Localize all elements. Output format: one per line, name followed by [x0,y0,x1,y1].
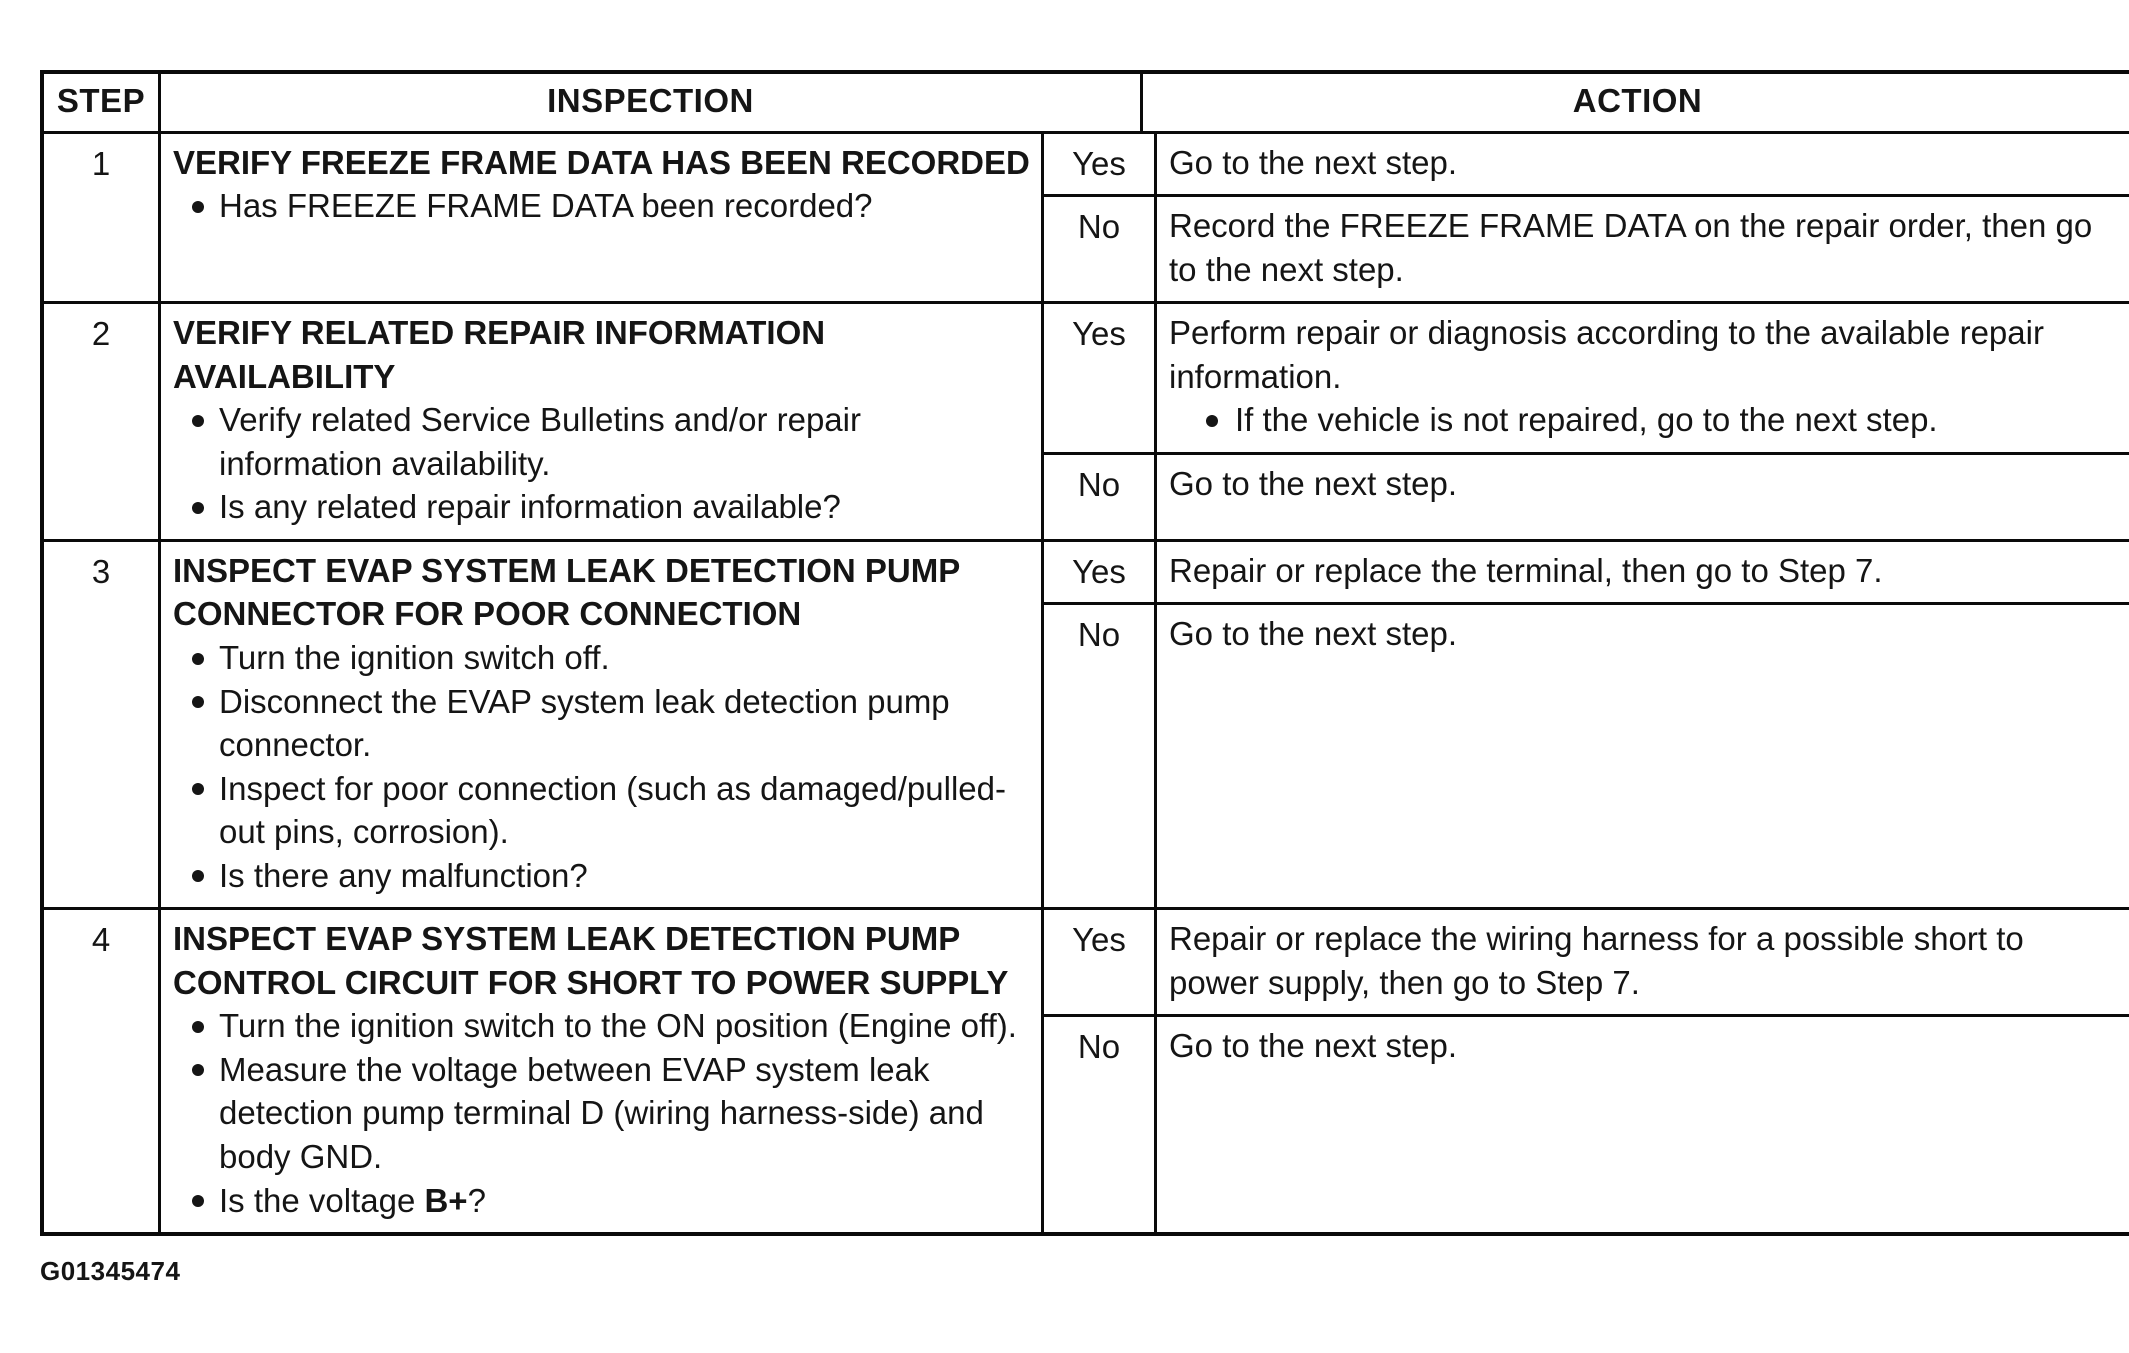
result-row [1044,194,2129,301]
action-cell [1157,455,2129,539]
answer-cell: No [1044,1017,1157,1232]
results-group [1044,304,2129,539]
action-text: Go to the next step. [1169,1027,1458,1065]
table-body [44,134,2129,1233]
results-group [1044,134,2129,302]
action-cell [1157,304,2129,452]
action-text: Repair or replace the wiring harness for a possible short to power supply, then go to Step 7. [1169,920,2024,1001]
inspection-bullet: Turn the ignition switch off. [173,636,1031,680]
step-number: 1 [44,134,161,302]
inspection-title: INSPECT EVAP SYSTEM LEAK DETECTION PUMP CONTROL CIRCUIT FOR SHORT TO POWER SUPPLY [173,920,1009,1001]
result-row [1044,452,2129,539]
action-text: Record the FREEZE FRAME DATA on the repair order, then go to the next step. [1169,207,2093,288]
step-number: 4 [44,910,161,1232]
inspection-cell [161,134,1044,302]
table-header-row [44,74,2129,134]
inspection-bullet-list [173,398,1031,529]
result-row [1044,1014,2129,1232]
table-row [44,910,2129,1232]
inspection-title: VERIFY RELATED REPAIR INFORMATION AVAILABILITY [173,314,826,395]
action-text: Perform repair or diagnosis according to the available repair information. [1169,314,2044,395]
results-group [1044,542,2129,907]
inspection-cell [161,910,1044,1232]
action-cell [1157,542,2129,603]
inspection-bullet-list [173,184,1031,228]
action-cell [1157,605,2129,907]
inspection-bullet: Measure the voltage between EVAP system leak detection pump terminal D (wiring harness-side) and body GND. [173,1048,1031,1179]
result-row [1044,602,2129,907]
inspection-cell [161,304,1044,539]
column-header-action: ACTION [1572,82,1703,119]
result-row [1044,542,2129,603]
action-cell [1157,910,2129,1014]
action-bullet-list [1169,398,2120,442]
inspection-bullet: Has FREEZE FRAME DATA been recorded? [173,184,1031,228]
step-number: 2 [44,304,161,539]
inspection-cell [161,542,1044,907]
inspection-bullet-list [173,636,1031,897]
action-text: Go to the next step. [1169,464,1458,502]
action-cell [1157,197,2129,301]
table-row [44,304,2129,542]
inspection-bullet: Disconnect the EVAP system leak detection pump connector. [173,680,1031,767]
inspection-bullet: Is there any malfunction? [173,854,1031,898]
inspection-title: INSPECT EVAP SYSTEM LEAK DETECTION PUMP CONNECTOR FOR POOR CONNECTION [173,551,960,633]
column-header-inspection: INSPECTION [161,74,1143,131]
inspection-bullet-list [173,1004,1031,1222]
answer-cell: Yes [1044,910,1157,1014]
result-row [1044,304,2129,452]
action-cell [1157,1017,2129,1232]
inspection-bullet: Verify related Service Bulletins and/or repair information availability. [173,398,1031,485]
results-group [1044,910,2129,1232]
answer-cell: Yes [1044,304,1157,452]
answer-cell: No [1044,455,1157,539]
result-row [1044,910,2129,1014]
inspection-bullet: Is any related repair information available? [173,485,1031,529]
table-row [44,134,2129,305]
column-header-step: STEP [44,74,161,131]
inspection-bullet: Inspect for poor connection (such as damaged/pulled-out pins, corrosion). [173,767,1031,854]
answer-cell: Yes [1044,542,1157,603]
answer-cell: No [1044,197,1157,301]
inspection-title: VERIFY FREEZE FRAME DATA HAS BEEN RECORDED [173,143,1030,181]
diagnostic-table [40,70,2129,1236]
action-text: Go to the next step. [1169,615,1458,653]
answer-cell: No [1044,605,1157,907]
figure-id: G01345474 [40,1256,181,1287]
action-bullet: If the vehicle is not repaired, go to the next step. [1169,398,2120,442]
action-text: Repair or replace the terminal, then go to Step 7. [1169,551,1883,589]
table-row [44,542,2129,910]
step-number: 3 [44,542,161,907]
result-row [1044,134,2129,195]
inspection-bullet: Is the voltage B+? [173,1179,1031,1223]
action-cell [1157,134,2129,195]
action-text: Go to the next step. [1169,143,1458,181]
answer-cell: Yes [1044,134,1157,195]
inspection-bullet: Turn the ignition switch to the ON position (Engine off). [173,1004,1031,1048]
